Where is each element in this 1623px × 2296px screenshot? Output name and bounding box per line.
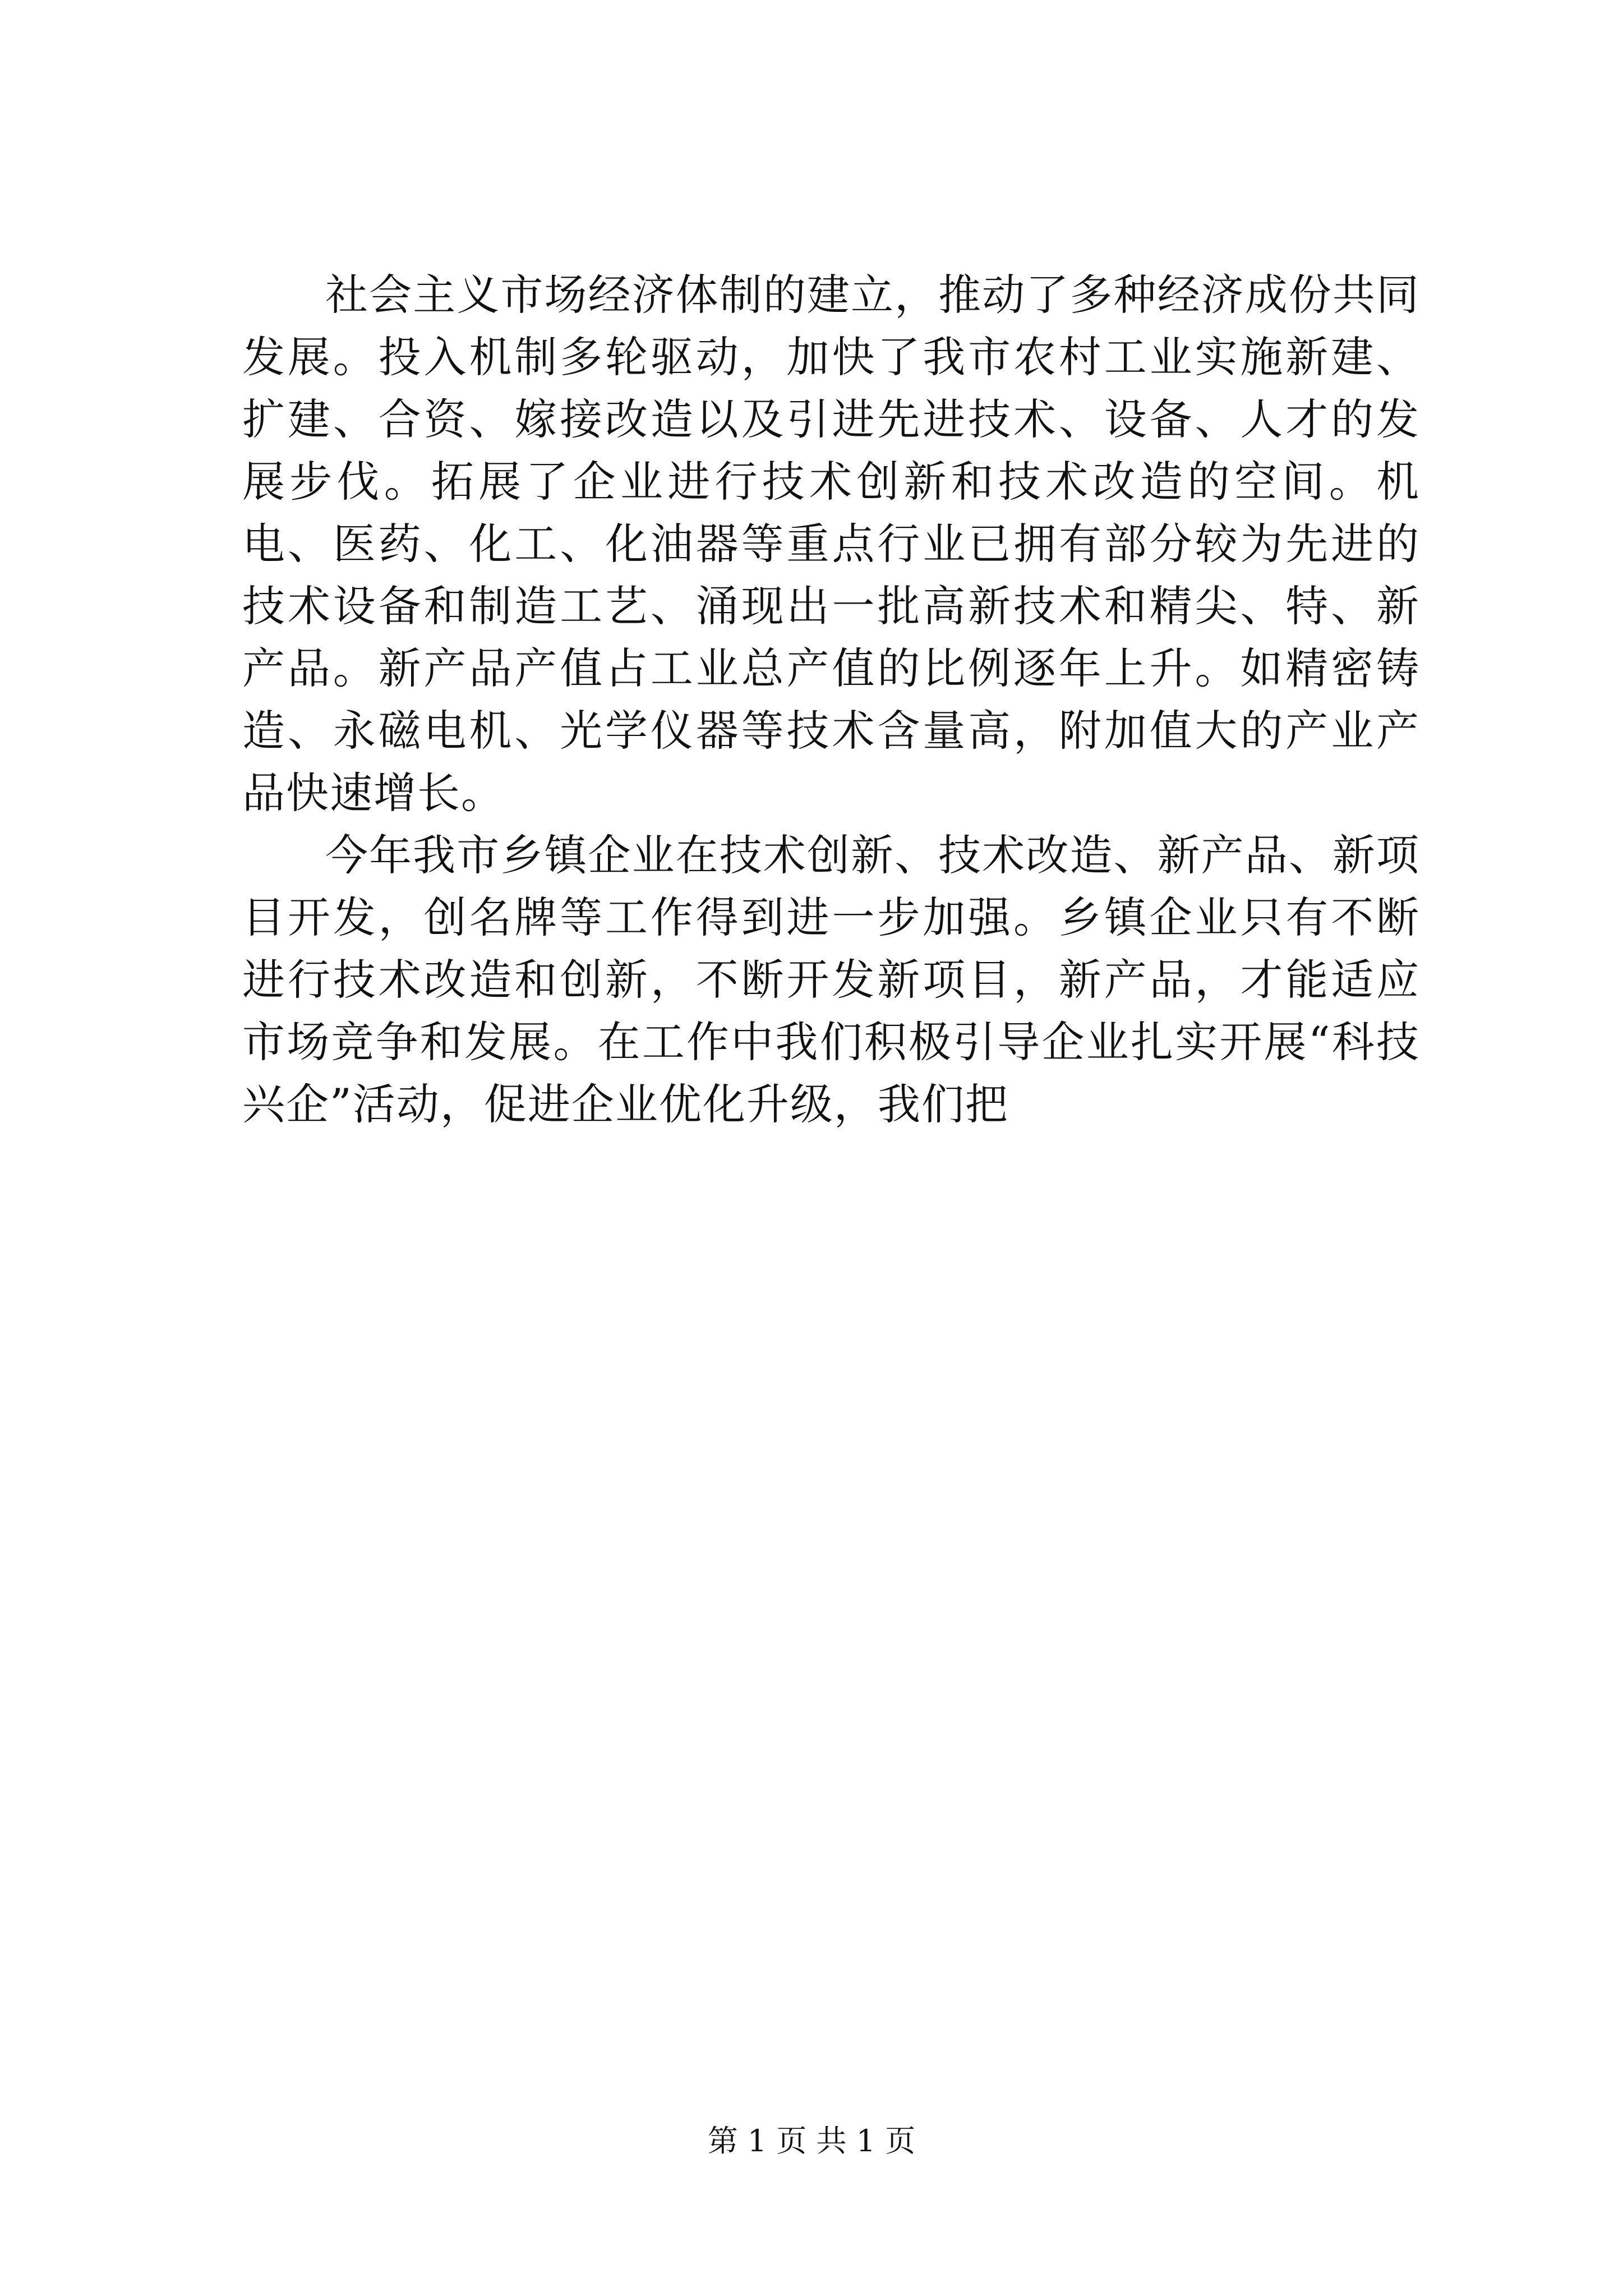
paragraph-2: 今年我市乡镇企业在技术创新、技术改造、新产品、新项目开发，创名牌等工作得到进一步加强。乡镇企业只有不断进行技术改造和创新，不断开发新项目，新产品，才能适应市场竞争和发展。在工作中我们积极引导企业扎实开展“科技兴企”活动，促进企业优化升级，我们把 xyxy=(242,830,1420,1129)
document-body xyxy=(242,264,1420,1135)
page-footer: 第 1 页 共 1 页 xyxy=(707,2123,916,2159)
paragraph-1: 社会主义市场经济体制的建立，推动了多种经济成份共同发展。投入机制多轮驱动，加快了我市农村工业实施新建、扩建、合资、嫁接改造以及引进先进技术、设备、人才的发展步伐。拓展了企业进行技术创新和技术改造的空间。机电、医药、化工、化油器等重点行业已拥有部分较为先进的技术设备和制造工艺、涌现出一批高新技术和精尖、特、新产品。新产品产值占工业总产值的比例逐年上升。如精密铸造、永磁电机、光学仪器等技术含量高，附加值大的产业产品快速增长。 xyxy=(242,270,1420,818)
